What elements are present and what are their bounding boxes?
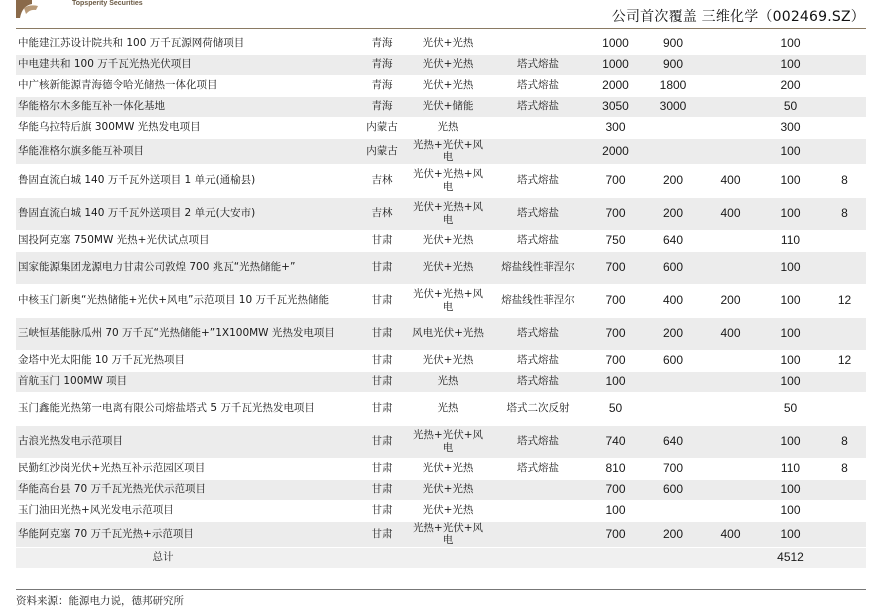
province-cell: 甘肃 xyxy=(356,284,408,317)
capacity-solar-thermal-cell: 100 xyxy=(758,197,823,230)
project-name-cell: 华能阿克塞 70 万千瓦光热+示范项目 xyxy=(16,521,356,547)
project-name-cell: 中电建共和 100 万千瓦光热光伏项目 xyxy=(16,54,356,75)
tech-route-cell: 塔式熔盐 xyxy=(488,371,588,392)
tech-route-cell: 塔式熔盐 xyxy=(488,317,588,350)
table-row xyxy=(16,392,866,425)
brand-name: Topsperity Securities xyxy=(72,0,143,7)
tech-route-cell: 塔式熔盐 xyxy=(488,197,588,230)
technology-cell: 光伏+光热 xyxy=(408,33,488,54)
project-table xyxy=(16,33,866,569)
capacity-total-cell: 700 xyxy=(588,251,643,284)
capacity-a-cell: 600 xyxy=(643,350,703,371)
province-cell: 青海 xyxy=(356,96,408,117)
capacity-solar-thermal-cell: 200 xyxy=(758,75,823,96)
capacity-solar-thermal-cell: 100 xyxy=(758,521,823,547)
table-row xyxy=(16,500,866,521)
project-name-cell: 中核玉门新奥“光热储能+光伏+风电”示范项目 10 万千瓦光热储能 xyxy=(16,284,356,317)
project-name-cell: 中能建江苏设计院共和 100 万千瓦源网荷储项目 xyxy=(16,33,356,54)
technology-cell: 光伏+光热 xyxy=(408,458,488,479)
project-name-cell: 首航玉门 100MW 项目 xyxy=(16,371,356,392)
tech-route-cell xyxy=(488,33,588,54)
table-row xyxy=(16,96,866,117)
tech-route-cell xyxy=(488,500,588,521)
capacity-a-cell: 640 xyxy=(643,425,703,458)
capacity-a-cell: 600 xyxy=(643,479,703,500)
total-row xyxy=(16,547,866,568)
technology-cell: 光伏+光热 xyxy=(408,479,488,500)
storage-hours-cell: 12 xyxy=(823,350,866,371)
table-row xyxy=(16,230,866,251)
project-name-cell: 民勤红沙岗光伏+光热互补示范园区项目 xyxy=(16,458,356,479)
table-row xyxy=(16,75,866,96)
capacity-solar-thermal-cell: 100 xyxy=(758,350,823,371)
storage-hours-cell xyxy=(823,54,866,75)
table-row xyxy=(16,138,866,164)
tech-route-cell xyxy=(488,117,588,138)
empty-cell xyxy=(823,547,866,568)
capacity-a-cell: 200 xyxy=(643,197,703,230)
capacity-b-cell xyxy=(703,392,758,425)
project-name-cell: 华能准格尔旗多能互补项目 xyxy=(16,138,356,164)
capacity-solar-thermal-cell: 100 xyxy=(758,251,823,284)
province-cell: 甘肃 xyxy=(356,479,408,500)
capacity-solar-thermal-cell: 100 xyxy=(758,425,823,458)
capacity-b-cell xyxy=(703,138,758,164)
capacity-b-cell xyxy=(703,230,758,251)
capacity-b-cell xyxy=(703,96,758,117)
table-body xyxy=(16,33,866,568)
capacity-total-cell: 100 xyxy=(588,371,643,392)
capacity-a-cell xyxy=(643,500,703,521)
tech-route-cell: 塔式熔盐 xyxy=(488,425,588,458)
tech-route-cell: 熔盐线性菲涅尔 xyxy=(488,284,588,317)
capacity-a-cell xyxy=(643,117,703,138)
capacity-total-cell: 3050 xyxy=(588,96,643,117)
capacity-a-cell xyxy=(643,138,703,164)
technology-cell: 光热+光伏+风电 xyxy=(408,425,488,458)
storage-hours-cell xyxy=(823,75,866,96)
empty-cell xyxy=(488,547,588,568)
province-cell: 吉林 xyxy=(356,164,408,197)
header-divider xyxy=(16,28,866,29)
empty-cell xyxy=(643,547,703,568)
capacity-total-cell: 2000 xyxy=(588,138,643,164)
table-row xyxy=(16,458,866,479)
technology-cell: 光伏+光热+风电 xyxy=(408,284,488,317)
capacity-b-cell xyxy=(703,371,758,392)
storage-hours-cell: 8 xyxy=(823,425,866,458)
storage-hours-cell xyxy=(823,521,866,547)
project-name-cell: 中广核新能源青海德令哈光储热一体化项目 xyxy=(16,75,356,96)
project-name-cell: 国投阿克塞 750MW 光热+光伏试点项目 xyxy=(16,230,356,251)
empty-cell xyxy=(588,547,643,568)
capacity-a-cell: 900 xyxy=(643,54,703,75)
tech-route-cell: 塔式熔盐 xyxy=(488,96,588,117)
storage-hours-cell xyxy=(823,117,866,138)
capacity-b-cell: 400 xyxy=(703,521,758,547)
province-cell: 甘肃 xyxy=(356,392,408,425)
storage-hours-cell xyxy=(823,479,866,500)
capacity-b-cell: 200 xyxy=(703,284,758,317)
storage-hours-cell xyxy=(823,500,866,521)
capacity-a-cell: 200 xyxy=(643,521,703,547)
capacity-total-cell: 1000 xyxy=(588,54,643,75)
technology-cell: 光伏+光热 xyxy=(408,75,488,96)
province-cell: 内蒙古 xyxy=(356,117,408,138)
capacity-solar-thermal-cell: 100 xyxy=(758,284,823,317)
tech-route-cell: 塔式二次反射 xyxy=(488,392,588,425)
capacity-solar-thermal-cell: 100 xyxy=(758,479,823,500)
report-header xyxy=(0,0,881,28)
table-row xyxy=(16,117,866,138)
company-logo-icon xyxy=(12,0,58,22)
province-cell: 吉林 xyxy=(356,197,408,230)
tech-route-cell xyxy=(488,479,588,500)
tech-route-cell: 塔式熔盐 xyxy=(488,75,588,96)
project-name-cell: 金塔中光太阳能 10 万千瓦光热项目 xyxy=(16,350,356,371)
capacity-a-cell: 200 xyxy=(643,317,703,350)
capacity-solar-thermal-cell: 100 xyxy=(758,138,823,164)
technology-cell: 光伏+光热+风电 xyxy=(408,164,488,197)
capacity-total-cell: 1000 xyxy=(588,33,643,54)
storage-hours-cell xyxy=(823,96,866,117)
capacity-b-cell xyxy=(703,479,758,500)
capacity-a-cell: 600 xyxy=(643,251,703,284)
table-row xyxy=(16,371,866,392)
technology-cell: 光伏+光热 xyxy=(408,500,488,521)
capacity-a-cell: 200 xyxy=(643,164,703,197)
table-row xyxy=(16,350,866,371)
technology-cell: 光伏+光热 xyxy=(408,230,488,251)
capacity-solar-thermal-cell: 110 xyxy=(758,458,823,479)
capacity-total-cell: 2000 xyxy=(588,75,643,96)
project-name-cell: 国家能源集团龙源电力甘肃公司敦煌 700 兆瓦“光热储能+” xyxy=(16,251,356,284)
capacity-b-cell xyxy=(703,350,758,371)
project-name-cell: 鲁固直流白城 140 万千瓦外送项目 1 单元(通榆县) xyxy=(16,164,356,197)
province-cell: 甘肃 xyxy=(356,425,408,458)
capacity-total-cell: 700 xyxy=(588,317,643,350)
technology-cell: 光伏+光热 xyxy=(408,54,488,75)
capacity-solar-thermal-cell: 100 xyxy=(758,33,823,54)
capacity-total-cell: 100 xyxy=(588,500,643,521)
capacity-solar-thermal-cell: 50 xyxy=(758,392,823,425)
capacity-total-cell: 50 xyxy=(588,392,643,425)
storage-hours-cell: 8 xyxy=(823,458,866,479)
capacity-solar-thermal-cell: 110 xyxy=(758,230,823,251)
province-cell: 甘肃 xyxy=(356,500,408,521)
project-name-cell: 玉门油田光热+风光发电示范项目 xyxy=(16,500,356,521)
province-cell: 甘肃 xyxy=(356,230,408,251)
capacity-total-cell: 700 xyxy=(588,521,643,547)
capacity-total-cell: 700 xyxy=(588,164,643,197)
storage-hours-cell xyxy=(823,33,866,54)
capacity-b-cell xyxy=(703,251,758,284)
capacity-b-cell xyxy=(703,54,758,75)
project-name-cell: 古浪光热发电示范项目 xyxy=(16,425,356,458)
province-cell: 甘肃 xyxy=(356,350,408,371)
capacity-total-cell: 740 xyxy=(588,425,643,458)
province-cell: 青海 xyxy=(356,54,408,75)
province-cell: 青海 xyxy=(356,75,408,96)
table-bottom-rule xyxy=(16,589,866,590)
tech-route-cell: 塔式熔盐 xyxy=(488,230,588,251)
capacity-a-cell: 700 xyxy=(643,458,703,479)
technology-cell: 光热+光伏+风电 xyxy=(408,521,488,547)
tech-route-cell: 塔式熔盐 xyxy=(488,54,588,75)
capacity-b-cell xyxy=(703,33,758,54)
province-cell: 甘肃 xyxy=(356,251,408,284)
province-cell: 青海 xyxy=(356,33,408,54)
project-name-cell: 华能格尔木多能互补一体化基地 xyxy=(16,96,356,117)
capacity-a-cell xyxy=(643,371,703,392)
page-title: 公司首次覆盖 三维化学（002469.SZ） xyxy=(611,9,865,25)
technology-cell: 光伏+光热 xyxy=(408,251,488,284)
province-cell: 甘肃 xyxy=(356,371,408,392)
capacity-a-cell: 1800 xyxy=(643,75,703,96)
capacity-total-cell: 700 xyxy=(588,197,643,230)
capacity-solar-thermal-cell: 100 xyxy=(758,164,823,197)
table-row xyxy=(16,284,866,317)
source-note: 资料来源：能源电力说，德邦研究所 xyxy=(16,595,184,607)
project-name-cell: 三峡恒基能脉瓜州 70 万千瓦“光热储能+”1X100MW 光热发电项目 xyxy=(16,317,356,350)
capacity-total-cell: 700 xyxy=(588,350,643,371)
storage-hours-cell xyxy=(823,317,866,350)
storage-hours-cell: 8 xyxy=(823,197,866,230)
capacity-solar-thermal-cell: 100 xyxy=(758,500,823,521)
total-label: 总计 xyxy=(16,547,488,568)
table-row xyxy=(16,164,866,197)
capacity-solar-thermal-cell: 300 xyxy=(758,117,823,138)
technology-cell: 光热 xyxy=(408,117,488,138)
capacity-total-cell: 810 xyxy=(588,458,643,479)
technology-cell: 风电光伏+光热 xyxy=(408,317,488,350)
storage-hours-cell: 12 xyxy=(823,284,866,317)
table-row xyxy=(16,54,866,75)
project-name-cell: 华能高台县 70 万千瓦光热光伏示范项目 xyxy=(16,479,356,500)
storage-hours-cell: 8 xyxy=(823,164,866,197)
storage-hours-cell xyxy=(823,371,866,392)
capacity-b-cell xyxy=(703,75,758,96)
capacity-total-cell: 700 xyxy=(588,479,643,500)
capacity-solar-thermal-cell: 100 xyxy=(758,317,823,350)
empty-cell xyxy=(703,547,758,568)
capacity-b-cell: 400 xyxy=(703,317,758,350)
table-row xyxy=(16,317,866,350)
tech-route-cell: 塔式熔盐 xyxy=(488,350,588,371)
technology-cell: 光热 xyxy=(408,371,488,392)
technology-cell: 光伏+储能 xyxy=(408,96,488,117)
province-cell: 内蒙古 xyxy=(356,138,408,164)
table-row xyxy=(16,521,866,547)
province-cell: 甘肃 xyxy=(356,521,408,547)
technology-cell: 光伏+光热 xyxy=(408,350,488,371)
capacity-b-cell xyxy=(703,500,758,521)
project-name-cell: 玉门鑫能光热第一电离有限公司熔盐塔式 5 万千瓦光热发电项目 xyxy=(16,392,356,425)
capacity-a-cell: 400 xyxy=(643,284,703,317)
table-row xyxy=(16,251,866,284)
capacity-total-cell: 700 xyxy=(588,284,643,317)
capacity-a-cell xyxy=(643,392,703,425)
capacity-b-cell xyxy=(703,117,758,138)
capacity-solar-thermal-cell: 100 xyxy=(758,54,823,75)
capacity-b-cell: 400 xyxy=(703,164,758,197)
table-row xyxy=(16,425,866,458)
capacity-total-cell: 750 xyxy=(588,230,643,251)
project-name-cell: 鲁固直流白城 140 万千瓦外送项目 2 单元(大安市) xyxy=(16,197,356,230)
storage-hours-cell xyxy=(823,138,866,164)
capacity-total-cell: 300 xyxy=(588,117,643,138)
capacity-b-cell xyxy=(703,458,758,479)
tech-route-cell: 塔式熔盐 xyxy=(488,164,588,197)
tech-route-cell xyxy=(488,138,588,164)
total-value: 4512 xyxy=(758,547,823,568)
table-row xyxy=(16,479,866,500)
technology-cell: 光热+光伏+风电 xyxy=(408,138,488,164)
capacity-b-cell xyxy=(703,425,758,458)
capacity-a-cell: 900 xyxy=(643,33,703,54)
table-row xyxy=(16,197,866,230)
capacity-b-cell: 400 xyxy=(703,197,758,230)
project-name-cell: 华能乌拉特后旗 300MW 光热发电项目 xyxy=(16,117,356,138)
tech-route-cell: 塔式熔盐 xyxy=(488,458,588,479)
storage-hours-cell xyxy=(823,392,866,425)
province-cell: 甘肃 xyxy=(356,458,408,479)
province-cell: 甘肃 xyxy=(356,317,408,350)
table-row xyxy=(16,33,866,54)
tech-route-cell: 熔盐线性菲涅尔 xyxy=(488,251,588,284)
storage-hours-cell xyxy=(823,230,866,251)
capacity-a-cell: 640 xyxy=(643,230,703,251)
tech-route-cell xyxy=(488,521,588,547)
technology-cell: 光伏+光热+风电 xyxy=(408,197,488,230)
storage-hours-cell xyxy=(823,251,866,284)
capacity-solar-thermal-cell: 100 xyxy=(758,371,823,392)
capacity-solar-thermal-cell: 50 xyxy=(758,96,823,117)
technology-cell: 光热 xyxy=(408,392,488,425)
capacity-a-cell: 3000 xyxy=(643,96,703,117)
